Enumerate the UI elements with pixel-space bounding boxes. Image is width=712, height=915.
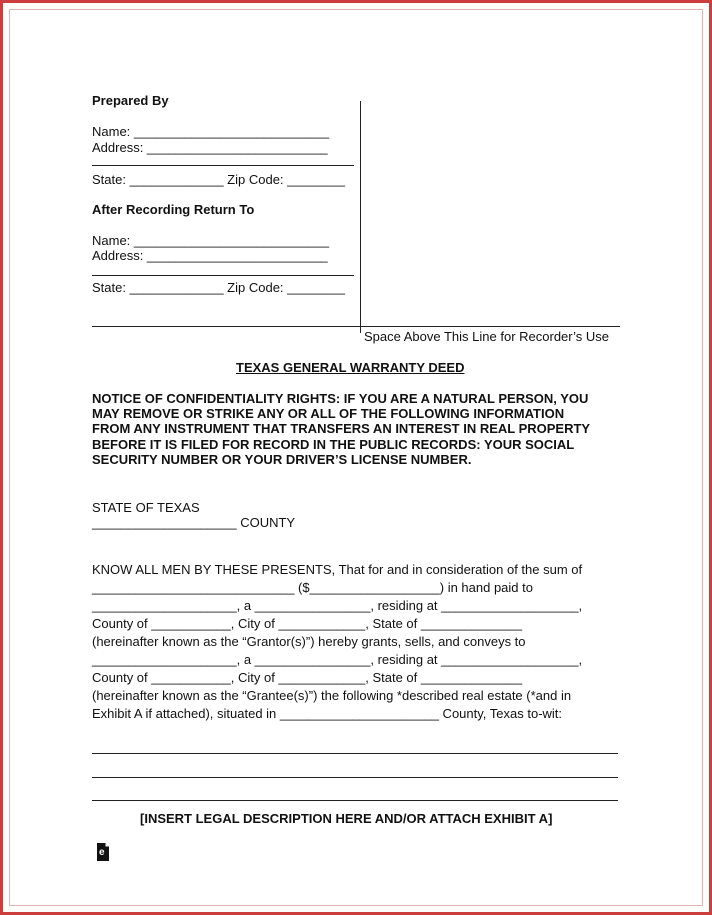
body-line-grantor[interactable]: ____________________, a ________________, residing at ___________________, (92, 598, 583, 613)
recorder-divider-vertical (360, 101, 361, 333)
confidentiality-notice (92, 391, 632, 467)
return-name-field[interactable]: Name: ___________________________ (92, 233, 330, 248)
after-recording-heading: After Recording Return To (92, 202, 255, 217)
body-line-grantee-location[interactable]: County of ___________, City of ____________, State of ______________ (92, 670, 523, 685)
recorder-divider-horizontal (92, 326, 620, 327)
prepared-by-heading: Prepared By (92, 93, 169, 108)
notice-line: FROM ANY INSTRUMENT THAT TRANSFERS AN INTEREST IN REAL PROPERTY (92, 421, 591, 437)
document-logo-icon (95, 842, 111, 862)
body-line-grantor-location[interactable]: County of ___________, City of ____________, State of ______________ (92, 616, 523, 631)
logo-letter: e (99, 847, 105, 858)
notice-line: NOTICE OF CONFIDENTIALITY RIGHTS: IF YOU ARE A NATURAL PERSON, YOU (92, 391, 589, 406)
body-line-sum[interactable]: ____________________________ ($__________________) in hand paid to (92, 580, 533, 595)
prepared-address-line-2[interactable] (92, 165, 354, 166)
prepared-address-field[interactable]: Address: _________________________ (92, 140, 328, 155)
deed-title: TEXAS GENERAL WARRANTY DEED (236, 360, 465, 375)
return-address-line-2[interactable] (92, 275, 354, 276)
insert-legal-description: [INSERT LEGAL DESCRIPTION HERE AND/OR ATTACH EXHIBIT A] (140, 811, 553, 826)
body-line-situated[interactable]: Exhibit A if attached), situated in ______________________ County, Texas to-wit: (92, 706, 563, 721)
body-line: (hereinafter known as the “Grantee(s)”) the following *described real estate (*and in (92, 688, 572, 703)
county-field[interactable]: ____________________ COUNTY (92, 515, 296, 530)
notice-line: MAY REMOVE OR STRIKE ANY OR ALL OF THE FOLLOWING INFORMATION (92, 406, 565, 422)
notice-line: SECURITY NUMBER OR YOUR DRIVER’S LICENSE NUMBER. (92, 451, 472, 467)
legal-description-line[interactable] (92, 753, 618, 754)
recorder-space-note: Space Above This Line for Recorder’s Use (364, 329, 609, 344)
return-address-field[interactable]: Address: _________________________ (92, 248, 328, 263)
body-line-grantee[interactable]: ____________________, a ________________, residing at ___________________, (92, 652, 583, 667)
prepared-state-zip-field[interactable]: State: _____________ Zip Code: ________ (92, 172, 345, 187)
return-state-zip-field[interactable]: State: _____________ Zip Code: ________ (92, 280, 345, 295)
body-line: (hereinafter known as the “Grantor(s)”) hereby grants, sells, and conveys to (92, 634, 526, 649)
legal-description-line[interactable] (92, 800, 618, 801)
legal-description-line[interactable] (92, 777, 618, 778)
state-of-texas: STATE OF TEXAS (92, 500, 200, 515)
prepared-name-field[interactable]: Name: ___________________________ (92, 124, 330, 139)
notice-line: BEFORE IT IS FILED FOR RECORD IN THE PUBLIC RECORDS: YOUR SOCIAL (92, 436, 575, 452)
body-line: KNOW ALL MEN BY THESE PRESENTS, That for and in consideration of the sum of (92, 562, 583, 577)
